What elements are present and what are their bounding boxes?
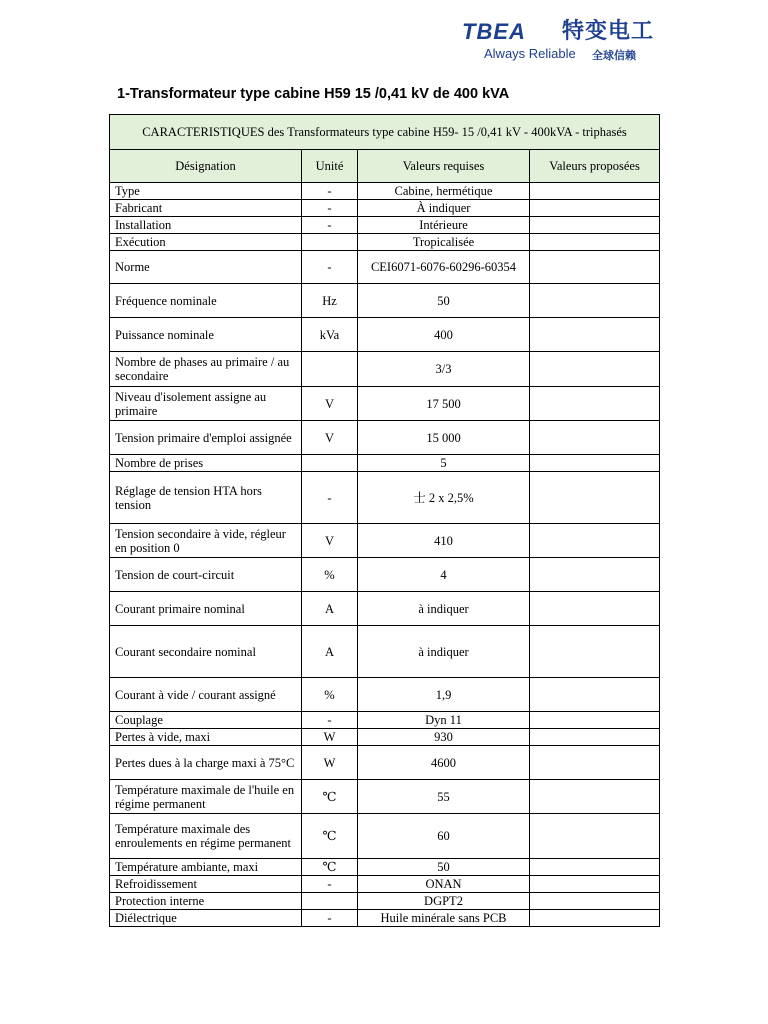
cell-designation: Tension primaire d'emploi assignée [110, 421, 302, 455]
cell-valeur-proposee [530, 387, 660, 421]
table-row [110, 814, 660, 859]
cell-valeur-proposee [530, 318, 660, 352]
logo-tagline: Always Reliable [484, 46, 576, 61]
cell-designation: Niveau d'isolement assigne au primaire [110, 387, 302, 421]
cell-valeur-requise: Intérieure [358, 217, 530, 234]
cell-unite: Hz [302, 284, 358, 318]
cell-valeur-proposee [530, 859, 660, 876]
table-row [110, 251, 660, 284]
cell-designation: Diélectrique [110, 910, 302, 927]
cell-unite: - [302, 183, 358, 200]
cell-valeur-proposee [530, 592, 660, 626]
company-logo [462, 18, 672, 66]
cell-valeur-proposee [530, 814, 660, 859]
cell-designation: Température maximale des enroulements en régime permanent [110, 814, 302, 859]
cell-unite: % [302, 558, 358, 592]
cell-unite: kVa [302, 318, 358, 352]
cell-valeur-proposee [530, 455, 660, 472]
cell-valeur-requise: ONAN [358, 876, 530, 893]
cell-designation: Fabricant [110, 200, 302, 217]
table-row [110, 910, 660, 927]
cell-valeur-proposee [530, 234, 660, 251]
cell-valeur-proposee [530, 472, 660, 524]
table-row [110, 284, 660, 318]
specifications-table [109, 114, 660, 927]
logo-brand-cn: 特变电工 [562, 19, 655, 44]
cell-valeur-proposee [530, 183, 660, 200]
table-header-row [110, 150, 660, 183]
cell-valeur-proposee [530, 780, 660, 814]
table-row [110, 729, 660, 746]
table-row [110, 234, 660, 251]
table-row [110, 558, 660, 592]
cell-unite: A [302, 592, 358, 626]
cell-unite: - [302, 251, 358, 284]
cell-valeur-proposee [530, 284, 660, 318]
cell-valeur-proposee [530, 217, 660, 234]
cell-valeur-proposee [530, 910, 660, 927]
document-title: 1-Transformateur type cabine H59 15 /0,41 kV de 400 kVA [117, 86, 510, 102]
table-row [110, 746, 660, 780]
cell-designation: Courant secondaire nominal [110, 626, 302, 678]
cell-designation: Exécution [110, 234, 302, 251]
table-row [110, 712, 660, 729]
cell-designation: Norme [110, 251, 302, 284]
logo-tagline-cn: 全球信赖 [592, 49, 636, 62]
cell-valeur-requise: Dyn 11 [358, 712, 530, 729]
cell-valeur-proposee [530, 893, 660, 910]
table-row [110, 455, 660, 472]
cell-unite: V [302, 524, 358, 558]
cell-designation: Nombre de prises [110, 455, 302, 472]
table-row [110, 217, 660, 234]
cell-unite: - [302, 200, 358, 217]
table-row [110, 183, 660, 200]
cell-unite: ℃ [302, 780, 358, 814]
cell-designation: Température ambiante, maxi [110, 859, 302, 876]
table-row [110, 592, 660, 626]
cell-unite [302, 234, 358, 251]
cell-valeur-requise: 50 [358, 284, 530, 318]
cell-valeur-requise: à indiquer [358, 626, 530, 678]
cell-valeur-requise: 1,9 [358, 678, 530, 712]
cell-unite: V [302, 387, 358, 421]
cell-valeur-requise: 5 [358, 455, 530, 472]
cell-designation: Couplage [110, 712, 302, 729]
cell-designation: Tension de court-circuit [110, 558, 302, 592]
cell-designation: Réglage de tension HTA hors tension [110, 472, 302, 524]
cell-valeur-requise: Huile minérale sans PCB [358, 910, 530, 927]
cell-valeur-requise: 士 2 x 2,5% [358, 472, 530, 524]
cell-valeur-requise: 15 000 [358, 421, 530, 455]
cell-designation: Pertes à vide, maxi [110, 729, 302, 746]
header-unite: Unité [302, 150, 358, 183]
cell-valeur-requise: À indiquer [358, 200, 530, 217]
header-valeurs-proposees: Valeurs proposées [530, 150, 660, 183]
cell-designation: Pertes dues à la charge maxi à 75°C [110, 746, 302, 780]
cell-valeur-requise: 400 [358, 318, 530, 352]
table-row [110, 352, 660, 387]
cell-designation: Tension secondaire à vide, régleur en position 0 [110, 524, 302, 558]
cell-valeur-requise: CEI6071-6076-60296-60354 [358, 251, 530, 284]
cell-designation: Refroidissement [110, 876, 302, 893]
cell-designation: Température maximale de l'huile en régime permanent [110, 780, 302, 814]
cell-valeur-proposee [530, 421, 660, 455]
cell-valeur-proposee [530, 626, 660, 678]
cell-designation: Protection interne [110, 893, 302, 910]
logo-brand: TBEA [462, 19, 526, 44]
table-row [110, 318, 660, 352]
cell-valeur-proposee [530, 729, 660, 746]
cell-unite: ℃ [302, 814, 358, 859]
cell-valeur-proposee [530, 524, 660, 558]
cell-valeur-proposee [530, 678, 660, 712]
table-row [110, 859, 660, 876]
cell-designation: Courant à vide / courant assigné [110, 678, 302, 712]
table-row [110, 387, 660, 421]
cell-unite: W [302, 746, 358, 780]
cell-unite: - [302, 876, 358, 893]
cell-unite: - [302, 472, 358, 524]
cell-valeur-proposee [530, 712, 660, 729]
table-row [110, 472, 660, 524]
cell-unite: - [302, 910, 358, 927]
cell-designation: Type [110, 183, 302, 200]
cell-unite [302, 455, 358, 472]
cell-valeur-requise: 410 [358, 524, 530, 558]
cell-valeur-requise: Cabine, hermétique [358, 183, 530, 200]
cell-unite [302, 352, 358, 387]
cell-valeur-requise: 17 500 [358, 387, 530, 421]
table-row [110, 780, 660, 814]
table-row [110, 893, 660, 910]
table-row [110, 626, 660, 678]
cell-valeur-proposee [530, 746, 660, 780]
cell-valeur-requise: 930 [358, 729, 530, 746]
cell-valeur-proposee [530, 251, 660, 284]
cell-valeur-requise: à indiquer [358, 592, 530, 626]
cell-designation: Courant primaire nominal [110, 592, 302, 626]
cell-unite: W [302, 729, 358, 746]
table-row [110, 524, 660, 558]
table-caption: CARACTERISTIQUES des Transformateurs type cabine H59- 15 /0,41 kV - 400kVA - triphasés [110, 115, 660, 150]
cell-valeur-proposee [530, 352, 660, 387]
cell-unite: A [302, 626, 358, 678]
cell-valeur-requise: 60 [358, 814, 530, 859]
cell-unite: V [302, 421, 358, 455]
cell-unite [302, 893, 358, 910]
cell-unite: % [302, 678, 358, 712]
table-row [110, 200, 660, 217]
cell-designation: Installation [110, 217, 302, 234]
table-row [110, 421, 660, 455]
cell-unite: ℃ [302, 859, 358, 876]
cell-valeur-requise: 55 [358, 780, 530, 814]
cell-designation: Puissance nominale [110, 318, 302, 352]
cell-valeur-requise: 4600 [358, 746, 530, 780]
cell-valeur-requise: Tropicalisée [358, 234, 530, 251]
header-designation: Désignation [110, 150, 302, 183]
cell-valeur-requise: 3/3 [358, 352, 530, 387]
table-row [110, 876, 660, 893]
header-valeurs-requises: Valeurs requises [358, 150, 530, 183]
cell-valeur-requise: 50 [358, 859, 530, 876]
cell-valeur-requise: DGPT2 [358, 893, 530, 910]
cell-valeur-proposee [530, 558, 660, 592]
cell-valeur-proposee [530, 876, 660, 893]
table-row [110, 678, 660, 712]
cell-valeur-requise: 4 [358, 558, 530, 592]
cell-designation: Nombre de phases au primaire / au secondaire [110, 352, 302, 387]
cell-unite: - [302, 217, 358, 234]
cell-valeur-proposee [530, 200, 660, 217]
cell-designation: Fréquence nominale [110, 284, 302, 318]
cell-unite: - [302, 712, 358, 729]
